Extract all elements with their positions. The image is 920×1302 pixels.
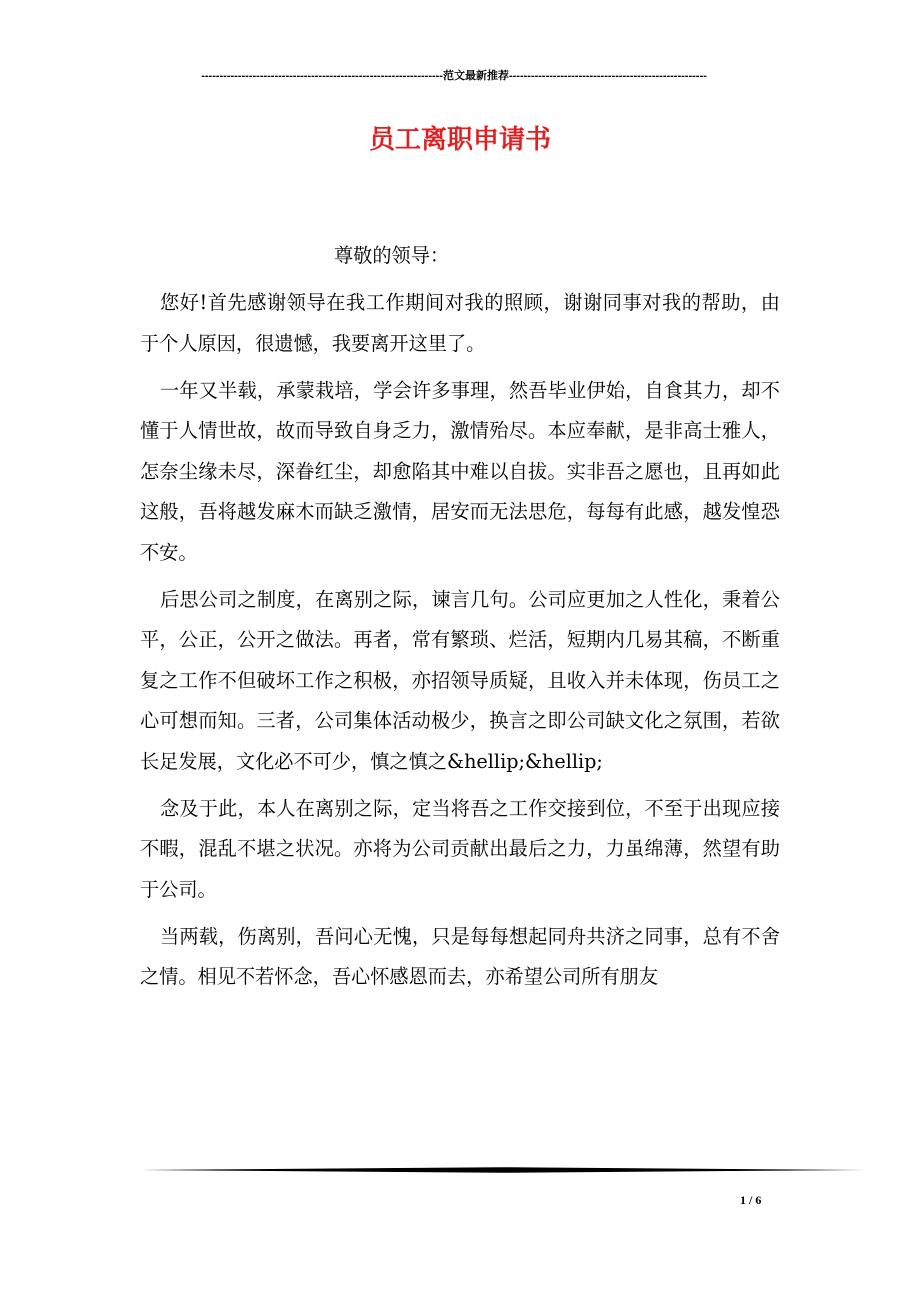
paragraph-greeting: 您好!首先感谢领导在我工作期间对我的照顾，谢谢同事对我的帮助，由于个人原因，很遗憾，我要离开这里了。 xyxy=(140,291,780,355)
paragraph-farewell: 当两载，伤离别，吾问心无愧，只是每每想起同舟共济之同事，总有不舍之情。相见不若怀念，吾心怀感恩而去，亦希望公司所有朋友 xyxy=(140,924,780,988)
footer-divider xyxy=(140,1163,864,1177)
paragraph-reflection: 一年又半载，承蒙栽培，学会许多事理，然吾毕业伊始，自食其力，却不懂于人情世故，故而导致自身乏力，激情殆尽。本应奉献，是非高士雅人，怎奈尘缘未尽，深眷红尘，却愈陷其中难以自拔。实非吾之愿也，且再如此这般，吾将越发麻木而缺乏激情，居安而无法思危，每每有此感，越发惶恐不安。 xyxy=(140,378,780,564)
salutation: 尊敬的领导： xyxy=(334,244,450,267)
document-title: 员工离职申请书 xyxy=(368,125,551,155)
page-header-banner: ------------------------------------------------------------------范文最新推荐------------------------------------------------------ xyxy=(201,70,707,82)
page-number: 1 / 6 xyxy=(740,1193,762,1207)
paragraph-handover: 念及于此，本人在离别之际，定当将吾之工作交接到位，不至于出现应接不暇，混乱不堪之状况。亦将为公司贡献出最后之力，力虽绵薄，然望有助于公司。 xyxy=(140,796,780,901)
letter-body xyxy=(140,236,780,998)
paragraph-suggestions: 后思公司之制度，在离别之际，谏言几句。公司应更加之人性化，秉着公平，公正，公开之做法。再者，常有繁琐、烂活，短期内几易其稿，不断重复之工作不但破坏工作之积极，亦招领导质疑，且收入并未体现，伤员工之心可想而知。三者，公司集体活动极少，换言之即公司缺文化之氛围，若欲长足发展，文化必不可少，慎之慎之&hellip;&hellip; xyxy=(140,587,780,773)
